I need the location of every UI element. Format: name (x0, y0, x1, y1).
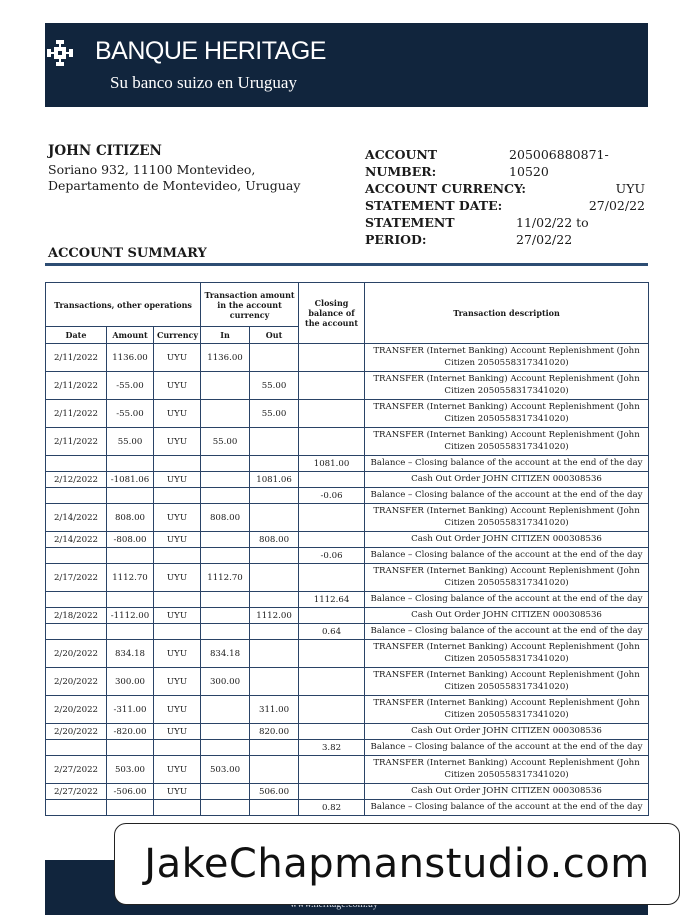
cell-closing-balance: 1112.64 (299, 592, 365, 608)
header-date: Date (46, 327, 107, 344)
header-closing-balance: Closing balance of the account (299, 283, 365, 344)
cell-amount: 808.00 (107, 504, 154, 532)
header-banner (45, 23, 648, 107)
header-description: Transaction description (365, 283, 649, 344)
cell-closing-balance (299, 532, 365, 548)
transaction-row (46, 668, 649, 696)
cell-in (201, 472, 250, 488)
cell-in (201, 400, 250, 428)
client-info (48, 143, 300, 194)
cell-date (46, 592, 107, 608)
cell-description: Balance – Closing balance of the account at the end of the day (365, 548, 649, 564)
cell-in (201, 624, 250, 640)
statement-date-value: 27/02/22 (588, 198, 645, 213)
cell-currency: UYU (154, 756, 201, 784)
cell-closing-balance (299, 696, 365, 724)
cell-currency: UYU (154, 428, 201, 456)
transaction-row (46, 400, 649, 428)
cell-currency (154, 548, 201, 564)
transaction-row (46, 428, 649, 456)
watermark-overlay: JakeChapmanstudio.com (114, 823, 680, 905)
cell-currency (154, 800, 201, 816)
client-address-line1: Soriano 932, 11100 Montevideo, (48, 162, 256, 177)
cell-date: 2/11/2022 (46, 428, 107, 456)
statement-period-value: 11/02/22 to 27/02/22 (516, 215, 589, 247)
cell-amount: 55.00 (107, 428, 154, 456)
cell-date (46, 800, 107, 816)
section-divider (45, 263, 648, 266)
cell-out (250, 456, 299, 472)
transaction-row (46, 564, 649, 592)
cell-amount: 1136.00 (107, 344, 154, 372)
cell-date (46, 488, 107, 504)
cell-closing-balance: 0.64 (299, 624, 365, 640)
client-address-line2: Departamento de Montevideo, Uruguay (48, 178, 301, 193)
cell-closing-balance (299, 504, 365, 532)
header-currency: Currency (154, 327, 201, 344)
transaction-row (46, 784, 649, 800)
account-currency-value: UYU (615, 181, 645, 196)
client-name: JOHN CITIZEN (48, 143, 162, 159)
cell-currency: UYU (154, 724, 201, 740)
cell-in (201, 696, 250, 724)
cell-currency: UYU (154, 532, 201, 548)
cell-description: TRANSFER (Internet Banking) Account Replenishment (John Citizen 2050558317341020) (365, 400, 649, 428)
cell-description: TRANSFER (Internet Banking) Account Replenishment (John Citizen 2050558317341020) (365, 668, 649, 696)
cell-description: TRANSFER (Internet Banking) Account Replenishment (John Citizen 2050558317341020) (365, 756, 649, 784)
cell-out: 55.00 (250, 400, 299, 428)
cell-amount: -1112.00 (107, 608, 154, 624)
account-number-row (365, 146, 645, 180)
account-currency-row (365, 180, 645, 197)
cell-amount: 503.00 (107, 756, 154, 784)
cell-closing-balance (299, 344, 365, 372)
cell-in (201, 608, 250, 624)
cell-in: 808.00 (201, 504, 250, 532)
cell-amount (107, 624, 154, 640)
cell-amount (107, 456, 154, 472)
cell-in: 1112.70 (201, 564, 250, 592)
cell-in (201, 372, 250, 400)
cell-out: 311.00 (250, 696, 299, 724)
cell-date: 2/18/2022 (46, 608, 107, 624)
cell-currency: UYU (154, 640, 201, 668)
cell-description: Cash Out Order JOHN CITIZEN 000308536 (365, 472, 649, 488)
cell-closing-balance (299, 724, 365, 740)
cell-date: 2/11/2022 (46, 400, 107, 428)
cell-closing-balance (299, 472, 365, 488)
cell-out (250, 800, 299, 816)
cell-date: 2/27/2022 (46, 756, 107, 784)
balance-row (46, 592, 649, 608)
statement-date-label: STATEMENT DATE: (365, 198, 503, 213)
account-details (365, 146, 645, 248)
cell-in (201, 784, 250, 800)
header-in: In (201, 327, 250, 344)
cell-closing-balance (299, 640, 365, 668)
cell-in: 1136.00 (201, 344, 250, 372)
cell-date (46, 456, 107, 472)
cell-date (46, 740, 107, 756)
cell-out (250, 740, 299, 756)
cell-date: 2/20/2022 (46, 724, 107, 740)
cell-currency: UYU (154, 564, 201, 592)
cell-closing-balance (299, 564, 365, 592)
transaction-row (46, 504, 649, 532)
cell-amount: -1081.06 (107, 472, 154, 488)
bank-name: BANQUE HERITAGE (95, 37, 326, 65)
cell-out: 55.00 (250, 372, 299, 400)
cell-currency (154, 740, 201, 756)
cell-in (201, 592, 250, 608)
cell-out (250, 548, 299, 564)
header-amount-group: Transaction amount in the account currency (201, 283, 299, 327)
cell-amount: 834.18 (107, 640, 154, 668)
cell-currency: UYU (154, 472, 201, 488)
cell-description: TRANSFER (Internet Banking) Account Replenishment (John Citizen 2050558317341020) (365, 564, 649, 592)
cell-closing-balance: 0.82 (299, 800, 365, 816)
cell-amount: 1112.70 (107, 564, 154, 592)
bank-tagline: Su banco suizo en Uruguay (110, 73, 297, 92)
cell-currency: UYU (154, 372, 201, 400)
cell-currency (154, 624, 201, 640)
cell-closing-balance: -0.06 (299, 488, 365, 504)
cell-description: Cash Out Order JOHN CITIZEN 000308536 (365, 784, 649, 800)
cell-in (201, 724, 250, 740)
cell-out: 506.00 (250, 784, 299, 800)
statement-date-row (365, 197, 645, 214)
cell-closing-balance (299, 608, 365, 624)
cell-closing-balance (299, 400, 365, 428)
transaction-row (46, 756, 649, 784)
cross-logo-icon (47, 40, 73, 66)
transaction-row (46, 640, 649, 668)
cell-in (201, 532, 250, 548)
cell-date: 2/14/2022 (46, 532, 107, 548)
cell-closing-balance: 3.82 (299, 740, 365, 756)
cell-in (201, 548, 250, 564)
cell-amount: -55.00 (107, 400, 154, 428)
cell-date: 2/17/2022 (46, 564, 107, 592)
cell-currency (154, 592, 201, 608)
statement-period-label: STATEMENT PERIOD: (365, 215, 455, 247)
cell-amount: -311.00 (107, 696, 154, 724)
cell-currency: UYU (154, 784, 201, 800)
cell-in (201, 456, 250, 472)
cell-amount (107, 740, 154, 756)
cell-date: 2/12/2022 (46, 472, 107, 488)
cell-amount (107, 548, 154, 564)
cell-amount: 300.00 (107, 668, 154, 696)
cell-out (250, 640, 299, 668)
cell-closing-balance (299, 784, 365, 800)
transaction-row (46, 696, 649, 724)
account-number-label: ACCOUNT NUMBER: (365, 147, 438, 179)
balance-row (46, 488, 649, 504)
cell-date (46, 548, 107, 564)
transaction-row (46, 344, 649, 372)
cell-out (250, 344, 299, 372)
transaction-row (46, 472, 649, 488)
transaction-row (46, 608, 649, 624)
cell-out (250, 504, 299, 532)
cell-description: TRANSFER (Internet Banking) Account Replenishment (John Citizen 2050558317341020) (365, 696, 649, 724)
cell-date: 2/11/2022 (46, 372, 107, 400)
cell-closing-balance (299, 756, 365, 784)
cell-date: 2/20/2022 (46, 668, 107, 696)
cell-in: 55.00 (201, 428, 250, 456)
cell-currency: UYU (154, 608, 201, 624)
cell-description: TRANSFER (Internet Banking) Account Replenishment (John Citizen 2050558317341020) (365, 504, 649, 532)
cell-date: 2/11/2022 (46, 344, 107, 372)
cell-description: TRANSFER (Internet Banking) Account Replenishment (John Citizen 2050558317341020) (365, 428, 649, 456)
cell-in: 300.00 (201, 668, 250, 696)
transaction-row (46, 372, 649, 400)
statement-period-row (365, 214, 645, 248)
cell-out: 1112.00 (250, 608, 299, 624)
cell-description: Balance – Closing balance of the account at the end of the day (365, 592, 649, 608)
cell-out (250, 564, 299, 592)
account-number-value: 205006880871-10520 (509, 147, 609, 179)
cell-out (250, 624, 299, 640)
cell-date: 2/14/2022 (46, 504, 107, 532)
header-out: Out (250, 327, 299, 344)
balance-row (46, 456, 649, 472)
cell-currency: UYU (154, 668, 201, 696)
cell-date: 2/27/2022 (46, 784, 107, 800)
cell-date: 2/20/2022 (46, 640, 107, 668)
cell-in (201, 740, 250, 756)
cell-currency: UYU (154, 504, 201, 532)
balance-row (46, 548, 649, 564)
cell-description: Balance – Closing balance of the account at the end of the day (365, 456, 649, 472)
account-summary-title: ACCOUNT SUMMARY (48, 246, 207, 261)
cell-currency (154, 488, 201, 504)
cell-amount (107, 800, 154, 816)
cell-description: Balance – Closing balance of the account at the end of the day (365, 624, 649, 640)
cell-out (250, 668, 299, 696)
cell-out (250, 488, 299, 504)
cell-out: 1081.06 (250, 472, 299, 488)
cell-out: 820.00 (250, 724, 299, 740)
cell-out: 808.00 (250, 532, 299, 548)
cell-closing-balance (299, 668, 365, 696)
cell-closing-balance (299, 372, 365, 400)
cell-date: 2/20/2022 (46, 696, 107, 724)
cell-currency: UYU (154, 696, 201, 724)
cell-in: 834.18 (201, 640, 250, 668)
cell-closing-balance (299, 428, 365, 456)
cell-currency: UYU (154, 400, 201, 428)
cell-amount (107, 592, 154, 608)
cell-description: Balance – Closing balance of the account at the end of the day (365, 740, 649, 756)
balance-row (46, 740, 649, 756)
cell-date (46, 624, 107, 640)
account-currency-label: ACCOUNT CURRENCY: (365, 181, 526, 196)
balance-row (46, 800, 649, 816)
cell-description: Cash Out Order JOHN CITIZEN 000308536 (365, 724, 649, 740)
transactions-body (46, 344, 649, 816)
cell-amount (107, 488, 154, 504)
header-transactions-group: Transactions, other operations (46, 283, 201, 327)
header-amount: Amount (107, 327, 154, 344)
cell-amount: -506.00 (107, 784, 154, 800)
cell-amount: -808.00 (107, 532, 154, 548)
cell-description: Cash Out Order JOHN CITIZEN 000308536 (365, 608, 649, 624)
cell-description: TRANSFER (Internet Banking) Account Replenishment (John Citizen 2050558317341020) (365, 640, 649, 668)
cell-currency (154, 456, 201, 472)
cell-description: TRANSFER (Internet Banking) Account Replenishment (John Citizen 2050558317341020) (365, 372, 649, 400)
cell-in (201, 800, 250, 816)
transaction-row (46, 724, 649, 740)
cell-in: 503.00 (201, 756, 250, 784)
cell-description: Balance – Closing balance of the account at the end of the day (365, 488, 649, 504)
transactions-table (45, 282, 649, 816)
cell-description: TRANSFER (Internet Banking) Account Replenishment (John Citizen 2050558317341020) (365, 344, 649, 372)
cell-closing-balance: -0.06 (299, 548, 365, 564)
cell-description: Balance – Closing balance of the account at the end of the day (365, 800, 649, 816)
cell-out (250, 428, 299, 456)
cell-out (250, 756, 299, 784)
cell-amount: -55.00 (107, 372, 154, 400)
cell-amount: -820.00 (107, 724, 154, 740)
cell-description: Cash Out Order JOHN CITIZEN 000308536 (365, 532, 649, 548)
cell-currency: UYU (154, 344, 201, 372)
cell-in (201, 488, 250, 504)
balance-row (46, 624, 649, 640)
cell-closing-balance: 1081.00 (299, 456, 365, 472)
cell-out (250, 592, 299, 608)
transaction-row (46, 532, 649, 548)
